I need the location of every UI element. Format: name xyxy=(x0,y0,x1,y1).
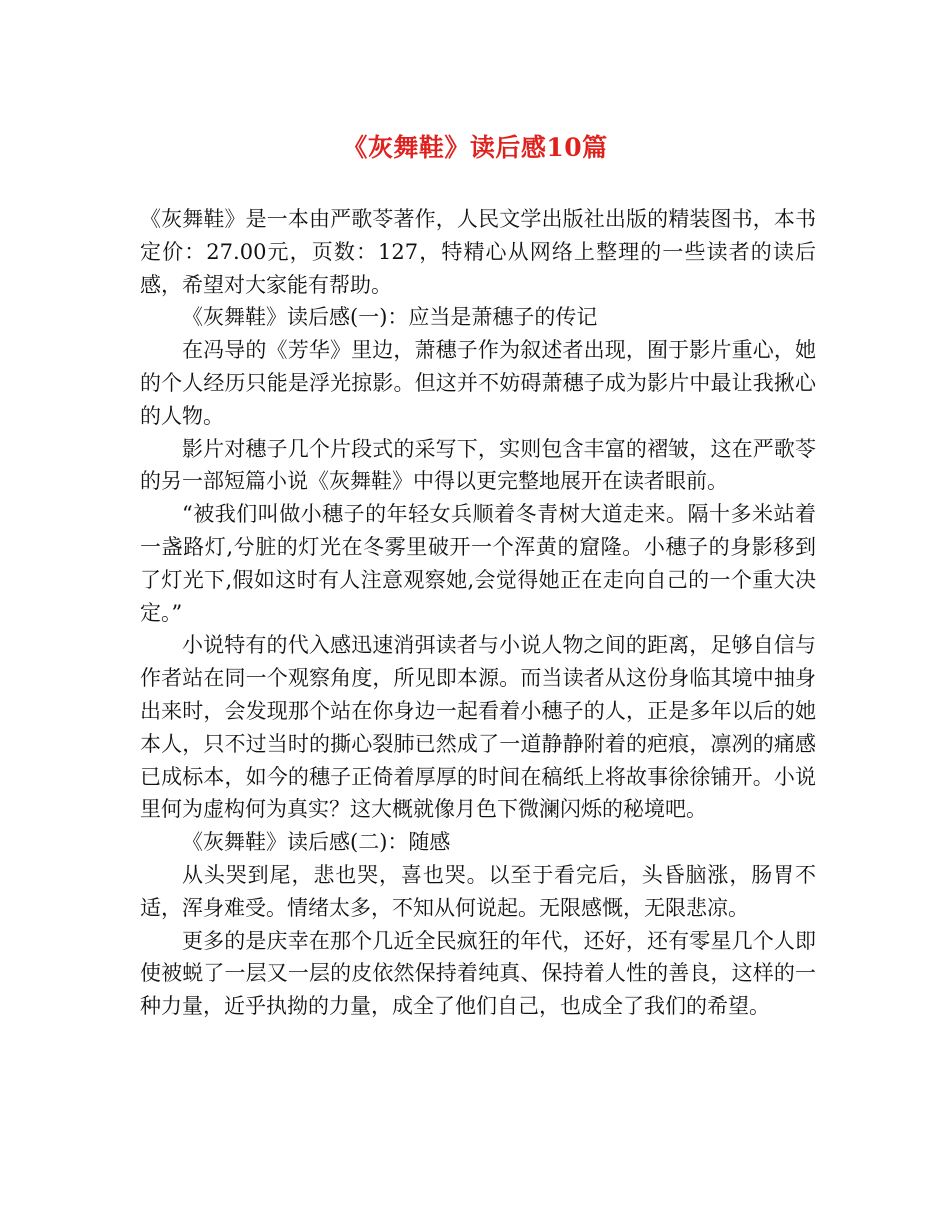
intro-paragraph: 《灰舞鞋》是一本由严歌苓著作，人民文学出版社出版的精装图书，本书定价：27.00元，页数：127，特精心从网络上整理的一些读者的读后感，希望对大家能有帮助。 xyxy=(140,207,816,297)
body-paragraph: 小说特有的代入感迅速消弭读者与小说人物之间的距离，足够自信与作者站在同一个观察角度，所见即本源。而当读者从这份身临其境中抽身出来时，会发现那个站在你身边一起看着小穗子的人，正是多年以后的她本人，只不过当时的撕心裂肺已然成了一道静静附着的疤痕，凛冽的痛感已成标本，如今的穗子正倚着厚厚的时间在稿纸上将故事徐徐铺开。小说里何为虚构何为真实？这大概就像月色下微澜闪烁的秘境吧。 xyxy=(140,633,816,822)
body-paragraph: 影片对穗子几个片段式的采写下，实则包含丰富的褶皱，这在严歌苓的另一部短篇小说《灰舞鞋》中得以更完整地展开在读者眼前。 xyxy=(140,436,816,494)
body-paragraph: 从头哭到尾，悲也哭，喜也哭。以至于看完后，头昏脑涨，肠胃不适，浑身难受。情绪太多，不知从何说起。无限感慨，无限悲凉。 xyxy=(140,862,816,920)
quote-paragraph: “被我们叫做小穗子的年轻女兵顺着冬青树大道走来。隔十多米站着一盏路灯,兮脏的灯光在冬雾里破开一个浑黄的窟隆。小穗子的身影移到了灯光下,假如这时有人注意观察她,会觉得她正在走向自己的一个重大决定。” xyxy=(140,502,816,625)
section-heading-1: 《灰舞鞋》读后感(一)：应当是萧穗子的传记 xyxy=(182,305,598,330)
body-paragraph: 更多的是庆幸在那个几近全民疯狂的年代，还好，还有零星几个人即使被蜕了一层又一层的皮依然保持着纯真、保持着人性的善良，这样的一种力量，近乎执拗的力量，成全了他们自己，也成全了我们的希望。 xyxy=(140,928,816,1019)
document-title: 《灰舞鞋》读后感10篇 xyxy=(342,133,608,162)
section-heading-2: 《灰舞鞋》读后感(二)：随感 xyxy=(182,830,451,855)
body-paragraph: 在冯导的《芳华》里边，萧穗子作为叙述者出现，囿于影片重心，她的个人经历只能是浮光掠影。但这并不妨碍萧穗子成为影片中最让我揪心的人物。 xyxy=(140,338,816,428)
document-body xyxy=(140,203,816,1023)
